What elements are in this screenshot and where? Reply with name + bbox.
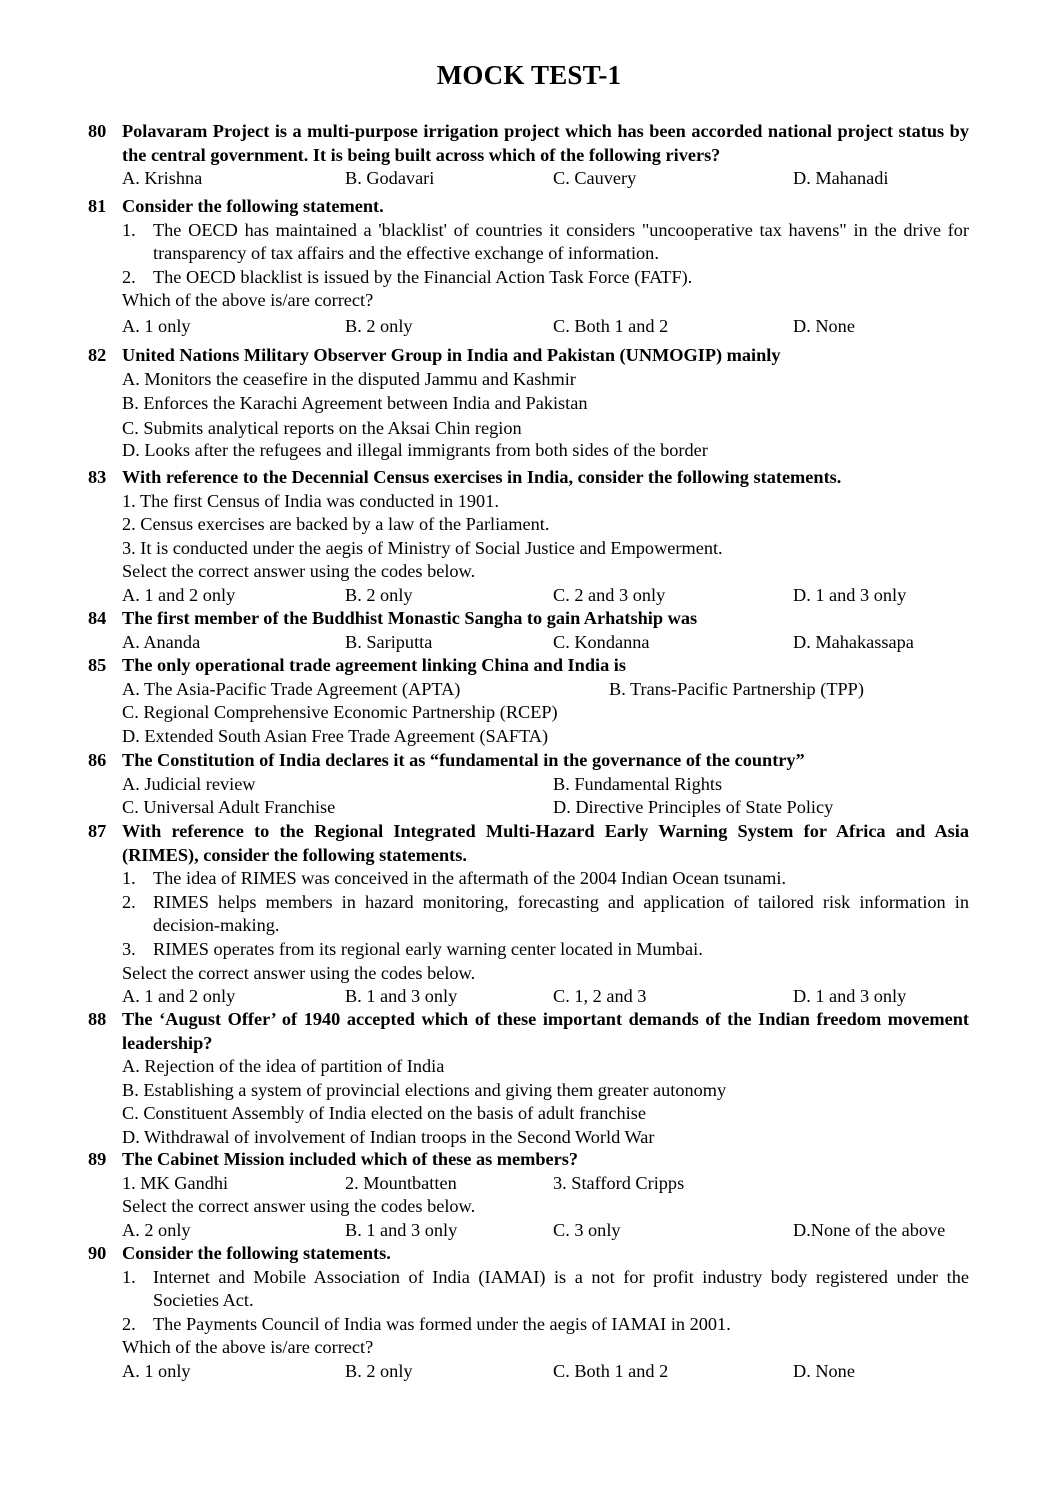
option-a: A. 2 only xyxy=(122,1219,191,1240)
option-d: D. None xyxy=(793,315,855,336)
statement: 2. Census exercises are backed by a law of the Parliament. xyxy=(122,514,550,535)
option-a: A. Ananda xyxy=(122,631,201,652)
statement: 2. The Payments Council of India was formed under the aegis of IAMAI in 2001. xyxy=(122,1313,731,1334)
statement: 2. Mountbatten xyxy=(345,1172,457,1193)
option-d: D. Mahanadi xyxy=(793,168,889,189)
question-text: The first member of the Buddhist Monastic Sangha to gain Arhatship was xyxy=(122,608,698,628)
options-row xyxy=(122,773,969,797)
question-text: Consider the following statement. xyxy=(122,196,384,216)
options-row xyxy=(122,678,969,702)
option-c: C. Kondanna xyxy=(553,631,650,652)
question-text: The ‘August Offer’ of 1940 accepted which of these important demands of the Indian freedom movement leadership? xyxy=(122,1009,969,1053)
question-prompt: Select the correct answer using the codes below. xyxy=(122,561,476,582)
question-number: 89 xyxy=(88,1149,107,1169)
options-row xyxy=(122,985,969,1009)
options-row xyxy=(122,584,969,608)
question-83 xyxy=(88,466,969,608)
question-text: With reference to the Decennial Census exercises in India, consider the following statements. xyxy=(122,467,842,487)
option-c: C. 1, 2 and 3 xyxy=(553,986,647,1007)
option-d: D.None of the above xyxy=(793,1219,946,1240)
question-80 xyxy=(88,120,969,191)
options-row xyxy=(122,1360,969,1384)
option-b: B. Godavari xyxy=(345,168,435,189)
statement: 1. The first Census of India was conducted in 1901. xyxy=(122,490,499,511)
option-a: A. 1 and 2 only xyxy=(122,986,236,1007)
option-c: C. Universal Adult Franchise xyxy=(122,797,336,818)
option-c: C. 2 and 3 only xyxy=(553,584,666,605)
option-b: B. 2 only xyxy=(345,315,413,336)
question-text: Polavaram Project is a multi-purpose irrigation project which has been accorded national project status by the central government. It is being built across which of the following rivers? xyxy=(122,121,969,165)
statements-row xyxy=(122,1172,969,1196)
option-d: D. None xyxy=(793,1360,855,1381)
option-a: A. Judicial review xyxy=(122,773,256,794)
statement: 1. Internet and Mobile Association of India (IAMAI) is a not for profit industry body registered under the Societies Act. xyxy=(122,1266,969,1311)
option-c: C. Both 1 and 2 xyxy=(553,1360,669,1381)
question-text: United Nations Military Observer Group in India and Pakistan (UNMOGIP) mainly xyxy=(122,345,781,365)
options-row xyxy=(122,631,969,655)
option-a: A. The Asia-Pacific Trade Agreement (APTA) xyxy=(122,678,461,699)
question-88 xyxy=(88,1008,969,1150)
option-b: B. Enforces the Karachi Agreement between India and Pakistan xyxy=(122,393,588,414)
option-b: B. 2 only xyxy=(345,584,413,605)
option-c: C. Constituent Assembly of India elected on the basis of adult franchise xyxy=(122,1103,646,1124)
option-d: D. Withdrawal of involvement of Indian troops in the Second World War xyxy=(122,1126,655,1147)
option-a: A. Rejection of the idea of partition of India xyxy=(122,1056,445,1077)
question-number: 82 xyxy=(88,345,107,365)
option-d: D. 1 and 3 only xyxy=(793,584,907,605)
option-c: C. Submits analytical reports on the Aksai Chin region xyxy=(122,417,522,438)
option-c: C. Regional Comprehensive Economic Partnership (RCEP) xyxy=(122,702,558,723)
option-b: B. 1 and 3 only xyxy=(345,986,458,1007)
statement: 3. It is conducted under the aegis of Ministry of Social Justice and Empowerment. xyxy=(122,537,723,558)
statement: 2. The OECD blacklist is issued by the Financial Action Task Force (FATF). xyxy=(122,266,693,287)
option-a: A. 1 only xyxy=(122,315,191,336)
option-a: A. Monitors the ceasefire in the disputed Jammu and Kashmir xyxy=(122,368,576,389)
option-b: B. 2 only xyxy=(345,1360,413,1381)
question-number: 87 xyxy=(88,821,107,841)
question-number: 90 xyxy=(88,1243,107,1263)
question-number: 84 xyxy=(88,608,107,628)
option-b: B. Fundamental Rights xyxy=(553,773,723,794)
question-number: 83 xyxy=(88,467,107,487)
question-89 xyxy=(88,1148,969,1242)
option-d: D. Mahakassapa xyxy=(793,631,914,652)
question-90 xyxy=(88,1242,969,1384)
options-row xyxy=(122,796,969,820)
option-b: B. Establishing a system of provincial elections and giving them greater autonomy xyxy=(122,1079,727,1100)
question-text: The only operational trade agreement linking China and India is xyxy=(122,655,626,675)
question-number: 88 xyxy=(88,1009,107,1029)
question-prompt: Which of the above is/are correct? xyxy=(122,290,374,311)
question-text: With reference to the Regional Integrated Multi-Hazard Early Warning System for Africa and Asia (RIMES), consider the following statements. xyxy=(122,821,969,865)
option-b: B. 1 and 3 only xyxy=(345,1219,458,1240)
option-a: A. 1 only xyxy=(122,1360,191,1381)
question-prompt: Select the correct answer using the codes below. xyxy=(122,962,476,983)
option-a: A. 1 and 2 only xyxy=(122,584,236,605)
option-c: C. 3 only xyxy=(553,1219,621,1240)
question-text: The Constitution of India declares it as “fundamental in the governance of the country” xyxy=(122,750,805,770)
question-prompt: Select the correct answer using the codes below. xyxy=(122,1196,476,1217)
question-number: 85 xyxy=(88,655,107,675)
options-row xyxy=(122,1219,969,1243)
statement: 1. The OECD has maintained a 'blacklist' of countries it considers "uncooperative tax havens" in the drive for transparency of tax affairs and the effective exchange of information. xyxy=(122,219,969,264)
question-85 xyxy=(88,654,969,748)
statement: 3. Stafford Cripps xyxy=(553,1172,685,1193)
options-row xyxy=(122,167,969,191)
option-c: C. Both 1 and 2 xyxy=(553,315,669,336)
statement: 3. RIMES operates from its regional early warning center located in Mumbai. xyxy=(122,938,703,959)
statement: 1. The idea of RIMES was conceived in the aftermath of the 2004 Indian Ocean tsunami. xyxy=(122,868,787,889)
question-number: 80 xyxy=(88,121,107,141)
option-d: D. Extended South Asian Free Trade Agreement (SAFTA) xyxy=(122,725,549,746)
question-text: The Cabinet Mission included which of these as members? xyxy=(122,1149,579,1169)
options-row xyxy=(122,315,969,339)
option-d: D. 1 and 3 only xyxy=(793,986,907,1007)
statement: 1. MK Gandhi xyxy=(122,1172,229,1193)
question-number: 81 xyxy=(88,196,107,216)
option-d: D. Directive Principles of State Policy xyxy=(553,797,834,818)
option-b: B. Trans-Pacific Partnership (TPP) xyxy=(609,678,864,699)
option-d: D. Looks after the refugees and illegal immigrants from both sides of the border xyxy=(122,440,708,461)
question-81 xyxy=(88,195,969,339)
option-a: A. Krishna xyxy=(122,168,203,189)
statement: 2. RIMES helps members in hazard monitoring, forecasting and application of tailored risk information in decision-making. xyxy=(122,891,969,936)
question-82 xyxy=(88,344,969,463)
question-number: 86 xyxy=(88,750,107,770)
page-title: MOCK TEST-1 xyxy=(436,60,622,90)
question-84 xyxy=(88,607,969,654)
question-text: Consider the following statements. xyxy=(122,1243,391,1263)
option-c: C. Cauvery xyxy=(553,168,637,189)
question-87 xyxy=(88,820,969,1009)
question-86 xyxy=(88,749,969,820)
option-b: B. Sariputta xyxy=(345,631,433,652)
question-prompt: Which of the above is/are correct? xyxy=(122,1337,374,1358)
